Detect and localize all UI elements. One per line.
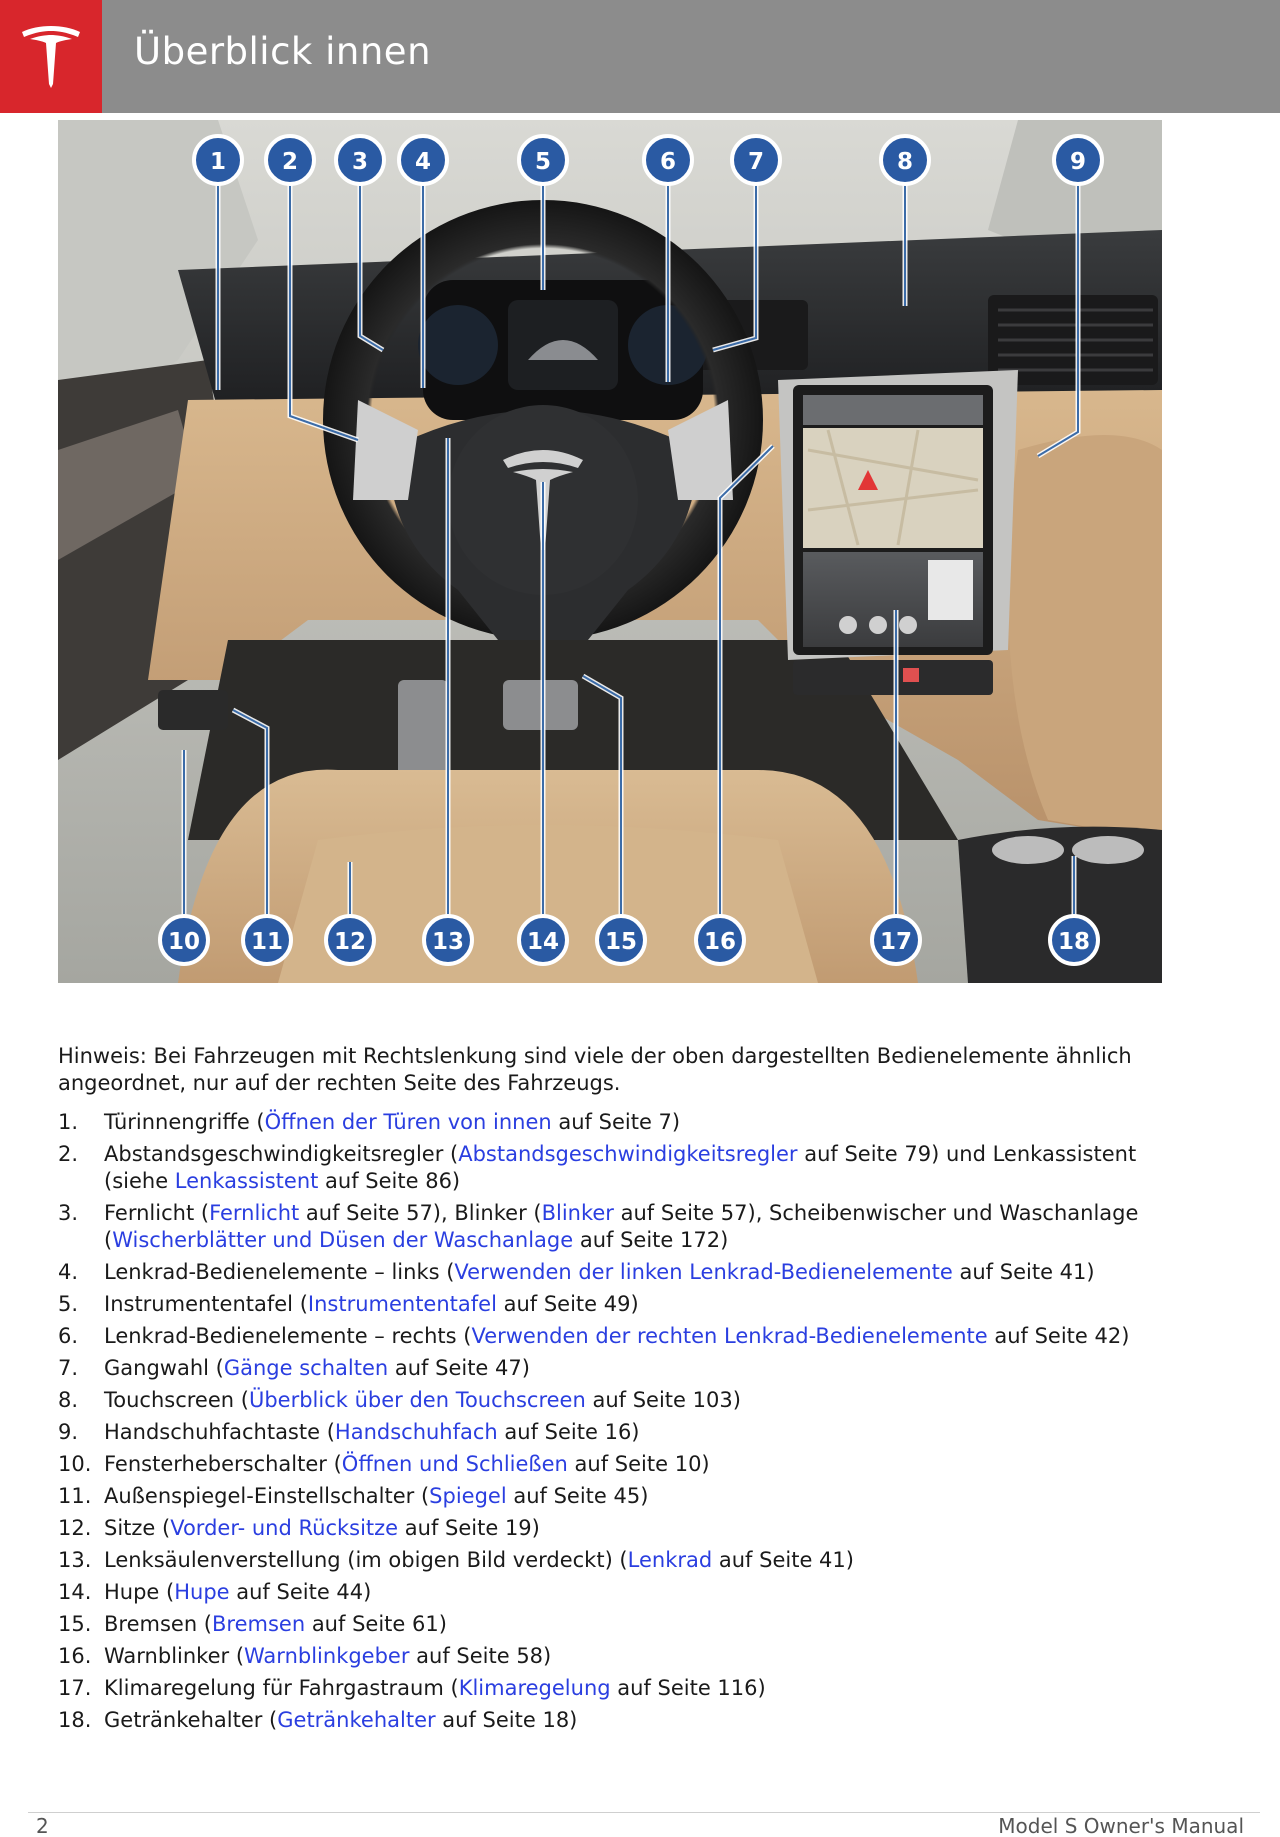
page-header <box>0 0 1280 113</box>
svg-text:12: 12 <box>333 929 367 955</box>
footer-divider <box>28 1812 1260 1813</box>
rhd-note: Hinweis: Bei Fahrzeugen mit Rechtslenkung sind viele der oben dargestellten Bedienelemente ähnlich angeordnet, nur auf der rechten Seite des Fahrzeugs. <box>58 1044 1132 1095</box>
list-item-text: Gangwahl ( <box>104 1356 224 1380</box>
svg-text:2: 2 <box>281 149 299 175</box>
list-item-text: Getränkehalter ( <box>104 1708 278 1732</box>
svg-text:5: 5 <box>534 149 552 175</box>
list-item <box>58 1323 1168 1350</box>
list-item <box>58 1141 1168 1195</box>
cross-reference-link[interactable]: Wischerblätter und Düsen der Waschanlage <box>112 1228 574 1252</box>
list-item <box>58 1483 1168 1510</box>
manual-name: Model S Owner's Manual <box>998 1814 1244 1837</box>
cross-reference-link[interactable]: Abstandsgeschwindigkeitsregler <box>458 1142 798 1166</box>
list-item-text: auf Seite 172) <box>573 1228 729 1252</box>
list-item-number: 15. <box>58 1612 92 1636</box>
list-item-number: 6. <box>58 1324 79 1348</box>
cross-reference-link[interactable]: Fernlicht <box>209 1201 300 1225</box>
list-item-number: 14. <box>58 1580 92 1604</box>
list-item-text: auf Seite 7) <box>551 1110 681 1134</box>
cross-reference-link[interactable]: Blinker <box>541 1201 614 1225</box>
list-item <box>58 1707 1168 1734</box>
list-item-text: auf Seite 47) <box>388 1356 530 1380</box>
list-item-text: Abstandsgeschwindigkeitsregler ( <box>104 1142 459 1166</box>
list-item-text: Hupe ( <box>104 1580 175 1604</box>
list-item-number: 2. <box>58 1142 79 1166</box>
svg-text:9: 9 <box>1069 149 1087 175</box>
callout-12 <box>326 916 374 964</box>
svg-text:17: 17 <box>879 929 913 955</box>
cross-reference-link[interactable]: Instrumententafel <box>307 1292 497 1316</box>
svg-text:4: 4 <box>414 149 432 175</box>
callout-16 <box>696 916 744 964</box>
list-item <box>58 1579 1168 1606</box>
list-item-text: auf Seite 42) <box>987 1324 1130 1348</box>
list-item-number: 17. <box>58 1676 92 1700</box>
cross-reference-link[interactable]: Verwenden der rechten Lenkrad-Bedienelemente <box>471 1324 988 1348</box>
list-item <box>58 1291 1168 1318</box>
list-item-text: Instrumententafel ( <box>104 1292 308 1316</box>
list-item <box>58 1419 1168 1446</box>
list-item-text: Lenkrad-Bedienelemente – rechts ( <box>104 1324 472 1348</box>
callout-1 <box>194 136 242 184</box>
cross-reference-link[interactable]: Spiegel <box>429 1484 507 1508</box>
cross-reference-link[interactable]: Handschuhfach <box>334 1420 498 1444</box>
list-item-number: 13. <box>58 1548 92 1572</box>
list-item-text: Türinnengriffe ( <box>104 1110 265 1134</box>
svg-text:1: 1 <box>209 149 227 175</box>
svg-text:11: 11 <box>250 929 284 955</box>
list-item <box>58 1387 1168 1414</box>
list-item <box>58 1259 1168 1286</box>
list-item-text: auf Seite 61) <box>305 1612 447 1636</box>
list-item <box>58 1675 1168 1702</box>
list-item <box>58 1451 1168 1478</box>
svg-text:3: 3 <box>351 149 369 175</box>
list-item-text: Touchscreen ( <box>104 1388 249 1412</box>
list-item-text: Lenkrad-Bedienelemente – links ( <box>104 1260 455 1284</box>
svg-text:13: 13 <box>431 929 465 955</box>
tesla-logo-icon <box>0 0 102 113</box>
list-item-text: Klimaregelung für Fahrgastraum ( <box>104 1676 459 1700</box>
page-number: 2 <box>36 1814 49 1837</box>
list-item-text: auf Seite 57), Scheibenwischer und Waschanlage ( <box>104 1201 1139 1252</box>
page-title: Überblick innen <box>134 30 432 73</box>
list-item <box>58 1611 1168 1638</box>
list-item-number: 8. <box>58 1388 79 1412</box>
callout-2 <box>266 136 314 184</box>
callout-14 <box>519 916 567 964</box>
cross-reference-link[interactable]: Öffnen der Türen von innen <box>264 1110 552 1134</box>
cross-reference-link[interactable]: Warnblinkgeber <box>244 1644 410 1668</box>
controls-list <box>58 1109 1168 1739</box>
list-item-text: auf Seite 41) <box>952 1260 1095 1284</box>
list-item-text: Fernlicht ( <box>104 1201 210 1225</box>
svg-text:6: 6 <box>659 149 677 175</box>
list-item-number: 4. <box>58 1260 79 1284</box>
callout-6 <box>644 136 692 184</box>
list-item-text: Lenksäulenverstellung (im obigen Bild verdeckt) ( <box>104 1548 628 1572</box>
svg-text:15: 15 <box>604 929 638 955</box>
callout-3 <box>336 136 384 184</box>
callout-18 <box>1050 916 1098 964</box>
callout-15 <box>597 916 645 964</box>
cross-reference-link[interactable]: Lenkrad <box>627 1548 713 1572</box>
list-item <box>58 1355 1168 1382</box>
cross-reference-link[interactable]: Hupe <box>174 1580 230 1604</box>
list-item <box>58 1515 1168 1542</box>
list-item-text: auf Seite 57), Blinker ( <box>299 1201 542 1225</box>
svg-text:16: 16 <box>703 929 737 955</box>
list-item <box>58 1109 1168 1136</box>
list-item <box>58 1547 1168 1574</box>
callout-13 <box>424 916 472 964</box>
callout-9 <box>1054 136 1102 184</box>
list-item-text: Fensterheberschalter ( <box>104 1452 342 1476</box>
list-item-number: 11. <box>58 1484 92 1508</box>
list-item-text: auf Seite 49) <box>496 1292 639 1316</box>
svg-text:14: 14 <box>526 929 560 955</box>
list-item-text: auf Seite 103) <box>585 1388 741 1412</box>
list-item-number: 16. <box>58 1644 92 1668</box>
list-item-number: 9. <box>58 1420 79 1444</box>
svg-text:8: 8 <box>896 149 914 175</box>
list-item-text: auf Seite 58) <box>409 1644 552 1668</box>
callout-7 <box>732 136 780 184</box>
cross-reference-link[interactable]: Bremsen <box>212 1612 306 1636</box>
callout-5 <box>519 136 567 184</box>
list-item-number: 5. <box>58 1292 79 1316</box>
cross-reference-link[interactable]: Gänge schalten <box>223 1356 389 1380</box>
callout-11 <box>243 916 291 964</box>
list-item-text: auf Seite 79) und Lenkassistent (siehe <box>104 1142 1137 1193</box>
list-item-text: Handschuhfachtaste ( <box>104 1420 335 1444</box>
interior-overview-figure <box>58 120 1162 983</box>
svg-text:18: 18 <box>1057 929 1091 955</box>
cross-reference-link[interactable]: Getränkehalter <box>277 1708 436 1732</box>
cross-reference-link[interactable]: Vorder- und Rücksitze <box>170 1516 399 1540</box>
cross-reference-link[interactable]: Überblick über den Touchscreen <box>248 1388 586 1412</box>
list-item-number: 12. <box>58 1516 92 1540</box>
list-item-text: auf Seite 41) <box>712 1548 854 1572</box>
svg-text:7: 7 <box>747 149 765 175</box>
callout-4 <box>399 136 447 184</box>
list-item-text: Bremsen ( <box>104 1612 212 1636</box>
list-item-text: auf Seite 86) <box>318 1169 461 1193</box>
svg-text:10: 10 <box>167 929 201 955</box>
callout-17 <box>872 916 920 964</box>
cross-reference-link[interactable]: Lenkassistent <box>174 1169 319 1193</box>
list-item-text: Sitze ( <box>104 1516 171 1540</box>
list-item-text: auf Seite 44) <box>229 1580 372 1604</box>
callout-8 <box>881 136 929 184</box>
list-item-number: 7. <box>58 1356 79 1380</box>
callout-10 <box>160 916 208 964</box>
cross-reference-link[interactable]: Öffnen und Schließen <box>341 1452 568 1476</box>
list-item-text: auf Seite 16) <box>497 1420 640 1444</box>
list-item-text: auf Seite 19) <box>398 1516 540 1540</box>
list-item-text: auf Seite 45) <box>506 1484 649 1508</box>
list-item <box>58 1200 1168 1254</box>
list-item-text: auf Seite 18) <box>435 1708 578 1732</box>
list-item-text: auf Seite 116) <box>610 1676 766 1700</box>
list-item-number: 3. <box>58 1201 79 1225</box>
list-item-text: Warnblinker ( <box>104 1644 245 1668</box>
cross-reference-link[interactable]: Klimaregelung <box>458 1676 611 1700</box>
list-item-number: 18. <box>58 1708 92 1732</box>
list-item-text: Außenspiegel-Einstellschalter ( <box>104 1484 430 1508</box>
cross-reference-link[interactable]: Verwenden der linken Lenkrad-Bedienelemente <box>454 1260 953 1284</box>
list-item-text: auf Seite 10) <box>567 1452 710 1476</box>
list-item <box>58 1643 1168 1670</box>
list-item-number: 10. <box>58 1452 92 1476</box>
list-item-number: 1. <box>58 1110 79 1134</box>
